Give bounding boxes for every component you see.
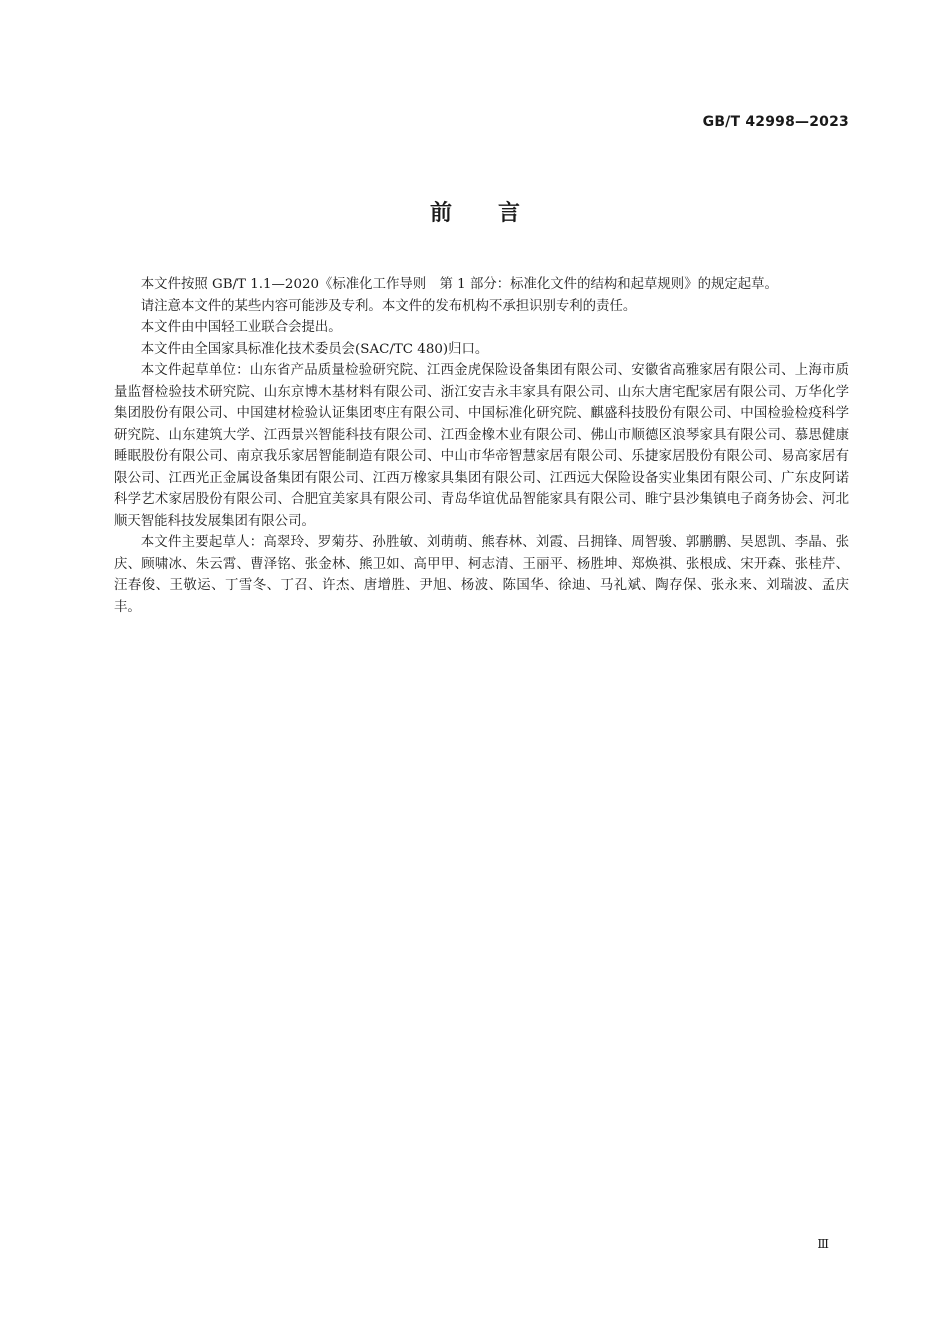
paragraph-drafters: 本文件主要起草人：高翠玲、罗菊芬、孙胜敏、刘萌萌、熊春林、刘霞、吕拥锋、周智骏、郭鹏鹏、吴恩凯、李晶、张庆、顾啸冰、朱云霄、曹泽铭、张金林、熊卫如、高甲甲、柯志清、王丽平、杨胜坤、郑焕祺、张根成、宋开森、张桂芹、汪春俊、王敬运、丁雪冬、丁召、许杰、唐增胜、尹旭、杨波、陈国华、徐迪、马礼斌、陶存保、张永来、刘瑞波、孟庆丰。	[114, 535, 849, 615]
page-title: 前言	[429, 201, 566, 226]
standard-number: GB/T 42998—2023	[702, 114, 849, 130]
paragraph-proposer: 本文件由中国轻工业联合会提出。	[140, 320, 342, 335]
page-number: Ⅲ	[817, 1237, 829, 1251]
paragraph-patent-notice: 请注意本文件的某些内容可能涉及专利。本文件的发布机构不承担识别专利的责任。	[140, 298, 637, 314]
paragraph-technical-committee: 本文件由全国家具标准化技术委员会(SAC/TC 480)归口。	[140, 341, 489, 357]
foreword-body	[114, 274, 849, 618]
paragraph-drafting-rules: 本文件按照 GB/T 1.1—2020《标准化工作导则 第 1 部分：标准化文件的结构和起草规则》的规定起草。	[140, 277, 778, 292]
paragraph-drafting-organizations: 本文件起草单位：山东省产品质量检验研究院、江西金虎保险设备集团有限公司、安徽省高雅家居有限公司、上海市质量监督检验技术研究院、山东京博木基材料有限公司、浙江安吉永丰家具有限公司、山东大唐宅配家居有限公司、万华化学集团股份有限公司、中国建材检验认证集团枣庄有限公司、中国标准化研究院、麒盛科技股份有限公司、中国检验检疫科学研究院、山东建筑大学、江西景兴智能科技有限公司、江西金橡木业有限公司、佛山市顺德区浪琴家具有限公司、慕思健康睡眠股份有限公司、南京我乐家居智能制造有限公司、中山市华帝智慧家居有限公司、乐捷家居股份有限公司、易高家居有限公司、江西光正金属设备集团有限公司、江西万橡家具集团有限公司、江西远大保险设备实业集团有限公司、广东皮阿诺科学艺术家居股份有限公司、合肥宜美家具有限公司、青岛华谊优品智能家具有限公司、睢宁县沙集镇电子商务协会、河北顺天智能科技发展集团有限公司。	[114, 363, 849, 529]
